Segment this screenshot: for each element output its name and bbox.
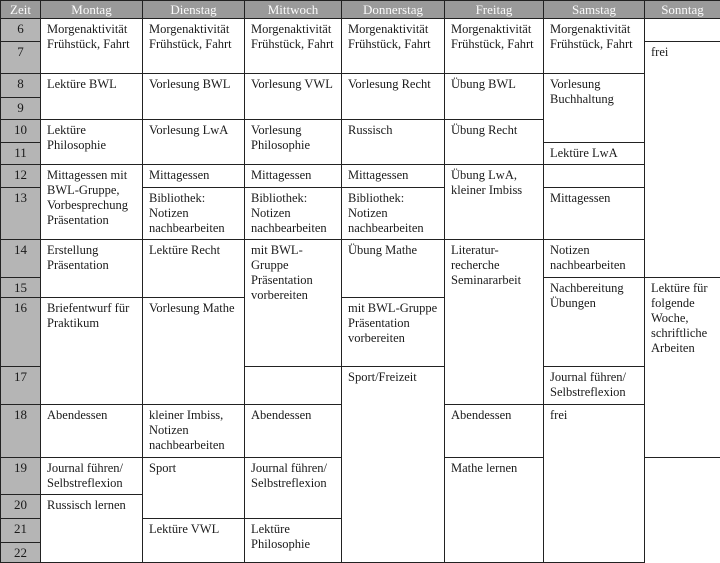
schedule-cell: Morgenaktivität Frühstück, Fahrt <box>544 19 645 74</box>
empty-cell <box>544 165 645 187</box>
schedule-cell: Übung BWL <box>445 74 544 119</box>
hour-label: 21 <box>1 519 41 542</box>
schedule-cell: Bibliothek: Notizen nachbearbeiten <box>342 187 445 239</box>
hour-label: 8 <box>1 74 41 97</box>
header-row <box>1 1 720 19</box>
hour-label: 7 <box>1 42 41 74</box>
schedule-cell: Lektüre Philosophie <box>41 119 143 164</box>
hour-label: 12 <box>1 165 41 187</box>
schedule-cell: Mathe lernen <box>445 457 544 562</box>
hour-row <box>1 74 720 97</box>
schedule-cell: Journal führen/ Selbstreflexion <box>41 457 143 494</box>
hour-label: 19 <box>1 457 41 494</box>
schedule-cell: Vorlesung Recht <box>342 74 445 119</box>
schedule-cell: Übung Mathe <box>342 239 445 298</box>
schedule-cell: Briefentwurf für Praktikum <box>41 298 143 405</box>
schedule-cell: Bibliothek: Notizen nachbearbeiten <box>245 187 342 239</box>
hour-row <box>1 165 720 187</box>
schedule-cell: Morgenaktivität Frühstück, Fahrt <box>445 19 544 74</box>
header-monday: Montag <box>41 1 143 19</box>
schedule-cell: Russisch <box>342 119 445 164</box>
schedule-cell: mit BWL-Gruppe Präsentation vorbereiten <box>245 239 342 366</box>
header-zeit: Zeit <box>1 1 41 19</box>
header-saturday: Samstag <box>544 1 645 19</box>
schedule-cell: kleiner Imbiss, Notizen nachbearbeiten <box>143 405 245 457</box>
schedule-cell: Morgenaktivität Frühstück, Fahrt <box>245 19 342 74</box>
empty-cell <box>645 19 720 42</box>
hour-label: 14 <box>1 239 41 277</box>
schedule-cell: Vorlesung Mathe <box>143 298 245 405</box>
hour-label: 9 <box>1 97 41 119</box>
hour-label: 6 <box>1 19 41 42</box>
schedule-cell: Bibliothek: Notizen nachbearbeiten <box>143 187 245 239</box>
hour-label: 16 <box>1 298 41 367</box>
hour-label: 20 <box>1 495 41 519</box>
empty-cell <box>245 367 342 405</box>
schedule-cell: Mittagessen <box>143 165 245 187</box>
schedule-cell: Vorlesung LwA <box>143 119 245 164</box>
schedule-cell: Morgenaktivität Frühstück, Fahrt <box>143 19 245 74</box>
header-thursday: Donnerstag <box>342 1 445 19</box>
schedule-cell: Lektüre BWL <box>41 74 143 119</box>
schedule-cell: Lektüre LwA <box>544 143 645 165</box>
schedule-cell: frei <box>544 405 645 563</box>
schedule-cell: Vorlesung Philosophie <box>245 119 342 164</box>
schedule-cell: Nachbereitung Übungen <box>544 278 645 367</box>
schedule-cell: Übung LwA, kleiner Imbiss <box>445 165 544 240</box>
schedule-cell: Erstellung Präsentation <box>41 239 143 298</box>
hour-row <box>1 239 720 277</box>
schedule-cell: Lektüre VWL <box>143 519 245 563</box>
hour-row <box>1 19 720 42</box>
hour-label: 22 <box>1 542 41 562</box>
hour-label: 15 <box>1 278 41 298</box>
schedule-cell: Mittagessen <box>245 165 342 187</box>
header-sunday: Sonntag <box>645 1 720 19</box>
schedule-cell: Übung Recht <box>445 119 544 164</box>
hour-label: 18 <box>1 405 41 457</box>
schedule-cell: Abendessen <box>445 405 544 457</box>
schedule-cell: Morgenaktivität Frühstück, Fahrt <box>41 19 143 74</box>
schedule-cell: Lektüre Philosophie <box>245 519 342 563</box>
schedule-cell: Sport <box>143 457 245 519</box>
schedule-cell: Abendessen <box>245 405 342 457</box>
schedule-cell: Mittagessen mit BWL-Gruppe, Vorbesprechung Präsentation <box>41 165 143 240</box>
schedule-cell: Vorlesung VWL <box>245 74 342 119</box>
schedule-cell: Notizen nachbearbeiten <box>544 239 645 277</box>
schedule-cell: Vorlesung BWL <box>143 74 245 119</box>
header-tuesday: Dienstag <box>143 1 245 19</box>
hour-label: 11 <box>1 143 41 165</box>
schedule-cell: Mittagessen <box>544 187 645 239</box>
schedule-cell: Vorlesung Buchhaltung <box>544 74 645 143</box>
schedule-cell: Literatur-recherche Seminararbeit <box>445 239 544 404</box>
schedule-cell: Journal führen/ Selbstreflexion <box>245 457 342 519</box>
schedule-cell: frei <box>645 42 720 278</box>
schedule-cell: Sport/Freizeit <box>342 367 445 563</box>
schedule-cell: Russisch lernen <box>41 495 143 563</box>
schedule-cell: Morgenaktivität Frühstück, Fahrt <box>342 19 445 74</box>
schedule-cell: Lektüre Recht <box>143 239 245 298</box>
schedule-cell: Abendessen <box>41 405 143 457</box>
hour-label: 10 <box>1 119 41 142</box>
header-wednesday: Mittwoch <box>245 1 342 19</box>
schedule-cell: Journal führen/ Selbstreflexion <box>544 367 645 405</box>
hour-label: 17 <box>1 367 41 405</box>
header-friday: Freitag <box>445 1 544 19</box>
schedule-cell: mit BWL-Gruppe Präsentation vorbereiten <box>342 298 445 367</box>
hour-label: 13 <box>1 187 41 239</box>
schedule-cell: Mittagessen <box>342 165 445 187</box>
schedule-cell: Lektüre für folgende Woche, schriftliche Arbeiten <box>645 278 720 458</box>
